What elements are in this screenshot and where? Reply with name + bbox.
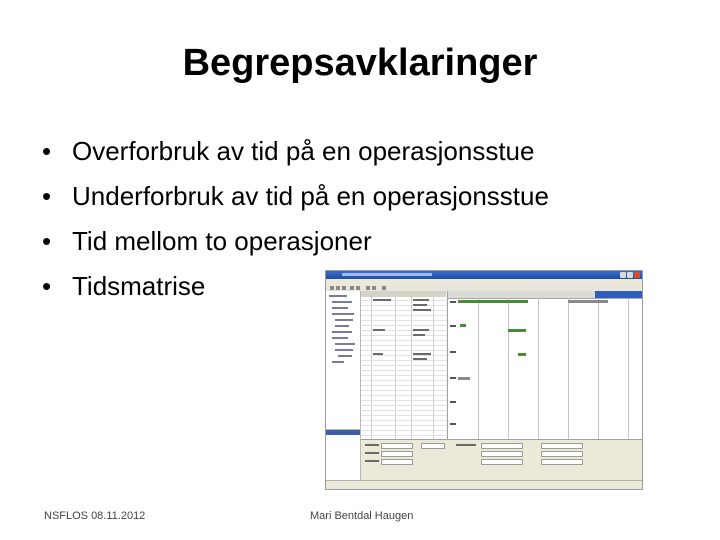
footer-author: Mari Bentdal Haugen (310, 510, 414, 522)
operations-table (361, 291, 446, 439)
bullet-text: Underforbruk av tid på en operasjonsstue (72, 181, 549, 211)
gantt-timeline (447, 291, 643, 439)
slide-title: Begrepsavklaringer (182, 42, 538, 84)
close-icon (634, 272, 640, 278)
calendar-widget (326, 429, 361, 480)
footer-date: NSFLOS 08.11.2012 (44, 510, 146, 522)
bullet-dot: • (42, 136, 52, 166)
bullet-dot: • (42, 271, 52, 301)
bullet-item (42, 179, 682, 224)
bullet-item (42, 134, 682, 179)
status-bar (326, 480, 642, 489)
bullet-text: Tidsmatrise (72, 271, 206, 301)
details-panel (361, 439, 642, 480)
bullet-dot: • (42, 181, 52, 211)
window-titlebar (326, 271, 642, 279)
scheduling-software-screenshot (325, 270, 643, 490)
bullet-dot: • (42, 226, 52, 256)
bullet-text: Tid mellom to operasjoner (72, 226, 372, 256)
navigation-tree (326, 291, 361, 429)
bullet-text: Overforbruk av tid på en operasjonsstue (72, 136, 535, 166)
bullet-item (42, 224, 682, 269)
